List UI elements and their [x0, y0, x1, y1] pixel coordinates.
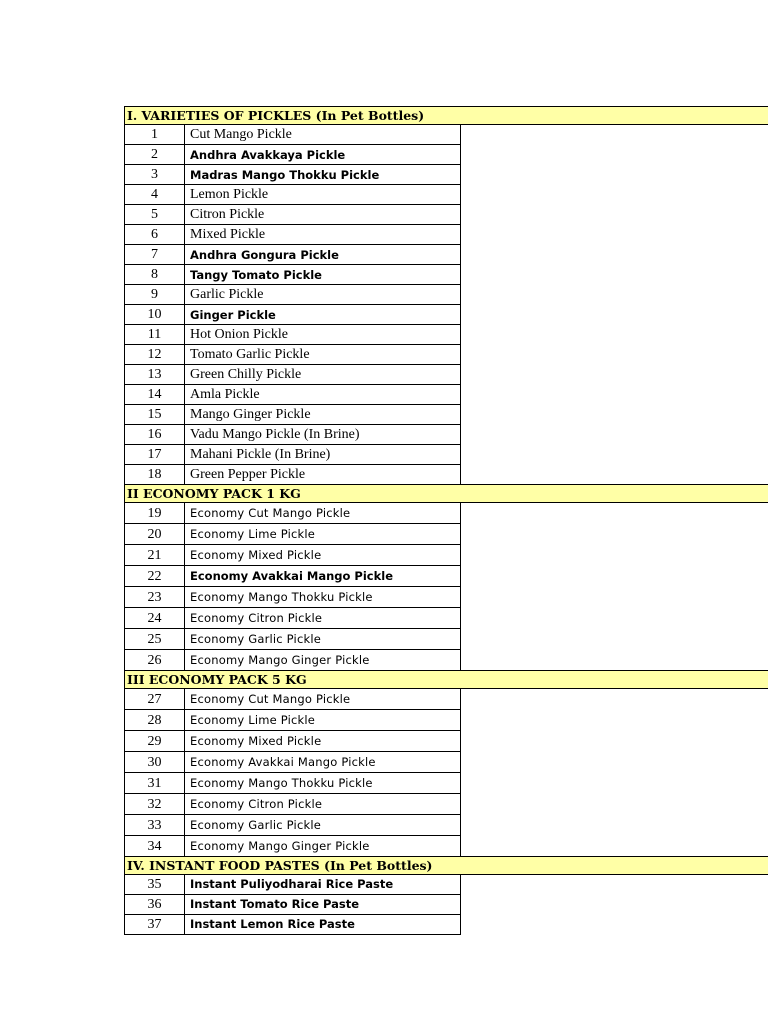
item-number: 26	[124, 649, 185, 671]
table-row	[124, 793, 768, 815]
item-number: 8	[124, 264, 185, 285]
table-row	[124, 835, 768, 857]
item-name: Mixed Pickle	[184, 224, 461, 245]
item-name: Mango Ginger Pickle	[184, 404, 461, 425]
item-number: 2	[124, 144, 185, 165]
item-name: Economy Citron Pickle	[184, 793, 461, 815]
item-number: 7	[124, 244, 185, 265]
table-row	[124, 364, 768, 385]
table-row	[124, 404, 768, 425]
item-number: 22	[124, 565, 185, 587]
table-row	[124, 586, 768, 608]
section-header: I. VARIETIES OF PICKLES (In Pet Bottles)	[124, 106, 768, 125]
table-row	[124, 709, 768, 731]
item-name: Tangy Tomato Pickle	[184, 264, 461, 285]
table-row	[124, 464, 768, 485]
item-name: Economy Mango Ginger Pickle	[184, 649, 461, 671]
item-name: Instant Lemon Rice Paste	[184, 914, 461, 935]
price-list-sheet	[124, 107, 768, 935]
item-name: Garlic Pickle	[184, 284, 461, 305]
item-number: 29	[124, 730, 185, 752]
item-number: 6	[124, 224, 185, 245]
table-row	[124, 284, 768, 305]
table-row	[124, 144, 768, 165]
table-row	[124, 772, 768, 794]
table-row	[124, 304, 768, 325]
table-row	[124, 224, 768, 245]
section-varieties-of-pickles	[124, 106, 768, 485]
table-row	[124, 264, 768, 285]
item-name: Economy Garlic Pickle	[184, 628, 461, 650]
item-name: Citron Pickle	[184, 204, 461, 225]
table-row	[124, 344, 768, 365]
item-name: Instant Tomato Rice Paste	[184, 894, 461, 915]
section-economy-pack-5kg	[124, 670, 768, 857]
item-name: Ginger Pickle	[184, 304, 461, 325]
table-row	[124, 914, 768, 935]
section-header: IV. INSTANT FOOD PASTES (In Pet Bottles)	[124, 856, 768, 875]
table-row	[124, 688, 768, 710]
item-name: Andhra Gongura Pickle	[184, 244, 461, 265]
item-name: Lemon Pickle	[184, 184, 461, 205]
item-name: Hot Onion Pickle	[184, 324, 461, 345]
table-row	[124, 628, 768, 650]
item-number: 27	[124, 688, 185, 710]
item-number: 10	[124, 304, 185, 325]
item-number: 36	[124, 894, 185, 915]
item-name: Green Chilly Pickle	[184, 364, 461, 385]
item-name: Economy Mango Thokku Pickle	[184, 772, 461, 794]
item-number: 31	[124, 772, 185, 794]
item-number: 16	[124, 424, 185, 445]
item-name: Cut Mango Pickle	[184, 124, 461, 145]
item-number: 24	[124, 607, 185, 629]
item-number: 15	[124, 404, 185, 425]
item-number: 23	[124, 586, 185, 608]
item-number: 33	[124, 814, 185, 836]
item-name: Green Pepper Pickle	[184, 464, 461, 485]
item-name: Amla Pickle	[184, 384, 461, 405]
item-name: Economy Avakkai Mango Pickle	[184, 751, 461, 773]
table-row	[124, 607, 768, 629]
item-name: Economy Avakkai Mango Pickle	[184, 565, 461, 587]
item-number: 13	[124, 364, 185, 385]
item-name: Madras Mango Thokku Pickle	[184, 164, 461, 185]
item-name: Economy Mango Thokku Pickle	[184, 586, 461, 608]
table-row	[124, 184, 768, 205]
item-name: Andhra Avakkaya Pickle	[184, 144, 461, 165]
table-row	[124, 874, 768, 895]
item-name: Economy Mixed Pickle	[184, 730, 461, 752]
table-row	[124, 565, 768, 587]
table-row	[124, 814, 768, 836]
item-number: 9	[124, 284, 185, 305]
item-number: 25	[124, 628, 185, 650]
item-number: 19	[124, 502, 185, 524]
item-number: 35	[124, 874, 185, 895]
item-name: Tomato Garlic Pickle	[184, 344, 461, 365]
item-number: 11	[124, 324, 185, 345]
table-row	[124, 894, 768, 915]
table-row	[124, 544, 768, 566]
item-number: 5	[124, 204, 185, 225]
table-row	[124, 424, 768, 445]
item-number: 17	[124, 444, 185, 465]
item-number: 4	[124, 184, 185, 205]
item-number: 37	[124, 914, 185, 935]
table-row	[124, 384, 768, 405]
item-name: Economy Mixed Pickle	[184, 544, 461, 566]
item-number: 1	[124, 124, 185, 145]
table-row	[124, 444, 768, 465]
table-row	[124, 324, 768, 345]
item-name: Economy Garlic Pickle	[184, 814, 461, 836]
item-number: 30	[124, 751, 185, 773]
section-header: II ECONOMY PACK 1 KG	[124, 484, 768, 503]
item-name: Mahani Pickle (In Brine)	[184, 444, 461, 465]
table-row	[124, 751, 768, 773]
item-name: Economy Lime Pickle	[184, 709, 461, 731]
item-number: 18	[124, 464, 185, 485]
section-header: III ECONOMY PACK 5 KG	[124, 670, 768, 689]
table-row	[124, 523, 768, 545]
item-number: 20	[124, 523, 185, 545]
table-row	[124, 649, 768, 671]
item-number: 14	[124, 384, 185, 405]
section-rows	[124, 688, 768, 857]
table-row	[124, 502, 768, 524]
item-number: 34	[124, 835, 185, 857]
table-row	[124, 730, 768, 752]
item-name: Instant Puliyodharai Rice Paste	[184, 874, 461, 895]
table-row	[124, 164, 768, 185]
section-economy-pack-1kg	[124, 484, 768, 671]
item-number: 21	[124, 544, 185, 566]
item-name: Economy Mango Ginger Pickle	[184, 835, 461, 857]
item-name: Economy Citron Pickle	[184, 607, 461, 629]
item-number: 28	[124, 709, 185, 731]
table-row	[124, 244, 768, 265]
item-number: 32	[124, 793, 185, 815]
table-row	[124, 124, 768, 145]
section-rows	[124, 502, 768, 671]
item-name: Economy Cut Mango Pickle	[184, 502, 461, 524]
item-number: 12	[124, 344, 185, 365]
item-name: Economy Cut Mango Pickle	[184, 688, 461, 710]
table-row	[124, 204, 768, 225]
section-rows	[124, 124, 768, 485]
item-name: Vadu Mango Pickle (In Brine)	[184, 424, 461, 445]
item-number: 3	[124, 164, 185, 185]
item-name: Economy Lime Pickle	[184, 523, 461, 545]
section-rows	[124, 874, 768, 935]
section-instant-food-pastes	[124, 856, 768, 935]
